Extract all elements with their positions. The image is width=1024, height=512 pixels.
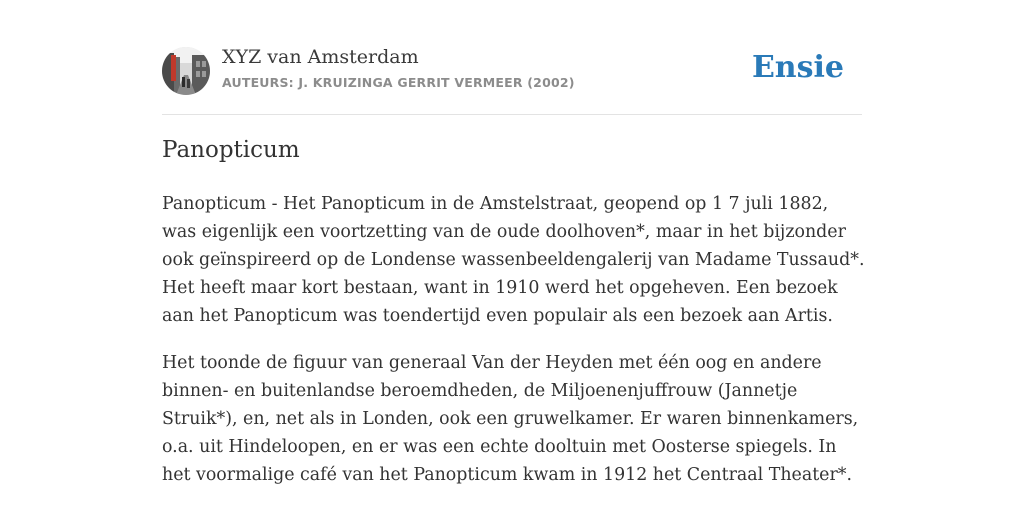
- header: [162, 44, 862, 115]
- article-title: Panopticum: [162, 137, 300, 163]
- article-body: [162, 190, 867, 508]
- book-cover-image: [162, 47, 210, 95]
- book-authors: AUTEURS: J. KRUIZINGA GERRIT VERMEER (2002): [222, 75, 575, 90]
- paragraph: Panopticum - Het Panopticum in de Amstelstraat, geopend op 1 7 juli 1882, was eigenlijk een voortzetting van de oude doolhoven*, maar in het bijzonder ook geïnspireerd op de Londense wassenbeeldengalerij van Madame Tussaud*. Het heeft maar kort bestaan, want in 1910 werd het opgeheven. Een bezoek aan het Panopticum was toendertijd even populair als een bezoek aan Artis.: [162, 194, 865, 326]
- book-cover-avatar[interactable]: [162, 47, 210, 95]
- book-title[interactable]: XYZ van Amsterdam: [222, 46, 419, 68]
- ensie-logo[interactable]: Ensie: [751, 50, 844, 85]
- paragraph: Het toonde de figuur van generaal Van der Heyden met één oog en andere binnen- en buitenlandse beroemdheden, de Miljoenenjuffrouw (Jannetje Struik*), en, net als in Londen, ook een gruwelkamer. Er waren binnenkamers, o.a. uit Hindeloopen, en er was een echte dooltuin met Oosterse spiegels. In het voormalige café van het Panopticum kwam in 1912 het Centraal Theater*.: [162, 353, 859, 485]
